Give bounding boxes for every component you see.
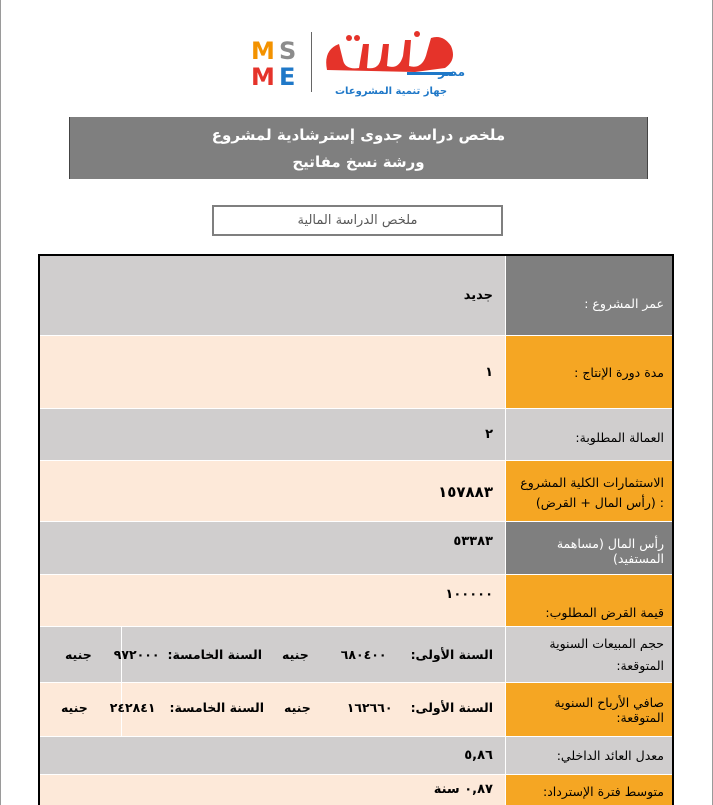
title-box	[69, 117, 648, 179]
row-project-age	[40, 256, 672, 336]
profit-year5-value: ٢٤٢٨٤١	[109, 700, 156, 715]
profit-year1-label: السنة الأولى:	[410, 700, 493, 715]
sales-year5-value: ٩٧٢٠٠٠	[113, 647, 160, 662]
row-loan	[40, 575, 672, 627]
project-age-label: عمر المشروع :	[505, 256, 672, 335]
profit-year1-currency: جنيه	[283, 700, 311, 715]
annual-sales-values	[40, 627, 505, 682]
project-name: ورشة نسخ مفاتيح	[292, 153, 425, 171]
mashareea-script-logo	[319, 30, 469, 82]
production-cycle-value: ١	[485, 364, 493, 380]
total-investment-label: الاستثمارات الكلية المشروع : (رأس المال + القرض)	[505, 461, 672, 521]
net-profit-values	[40, 683, 505, 736]
row-net-profit	[40, 683, 672, 737]
labor-label: العمالة المطلوبة:	[505, 409, 672, 460]
logo-letter-e: E	[279, 63, 296, 91]
msme-logo	[249, 30, 469, 100]
row-labor	[40, 409, 672, 461]
irr-label: معدل العائد الداخلي:	[505, 737, 672, 774]
annual-sales-label: حجم المبيعات السنوية المتوقعة:	[505, 627, 672, 682]
page-border-left	[0, 0, 1, 805]
logo-letter-m2: M	[251, 63, 275, 91]
document-title: ملخص دراسة جدوى إسترشادية لمشروع	[211, 126, 506, 144]
profit-year1-value: ١٦٢٦٦٠	[346, 700, 393, 715]
row-production-cycle	[40, 336, 672, 409]
row-annual-sales	[40, 627, 672, 683]
annual-sales-line	[40, 627, 493, 682]
sales-year5-currency: جنيه	[64, 647, 92, 662]
row-payback	[40, 775, 672, 805]
total-investment-value: ١٥٧٨٨٣	[438, 483, 493, 501]
svg-text:مصر: مصر	[438, 65, 465, 79]
project-age-value: جديد	[463, 288, 493, 303]
sales-year1-value: ٦٨٠٤٠٠	[340, 647, 387, 662]
section-title: ملخص الدراسة المالية	[297, 213, 418, 228]
labor-value: ٢	[485, 427, 493, 442]
section-title-box	[212, 205, 503, 236]
logo-subtitle: جهاز تنمية المشروعات	[334, 86, 448, 97]
msme-letters	[249, 38, 309, 92]
net-profit-label: صافي الأرباح السنوية المتوقعة:	[505, 683, 672, 736]
loan-label: قيمة القرض المطلوب:	[505, 575, 672, 626]
row-capital	[40, 522, 672, 575]
row-total-investment	[40, 461, 672, 522]
payback-label: متوسط فترة الإسترداد:	[505, 775, 672, 805]
loan-value: ١٠٠٠٠٠	[445, 587, 493, 602]
capital-label: رأس المال (مساهمة المستفيد)	[505, 522, 672, 574]
financial-summary-table	[38, 254, 674, 805]
sales-year1-label: السنة الأولى:	[410, 647, 493, 662]
row-irr	[40, 737, 672, 775]
net-profit-line	[40, 683, 493, 736]
capital-value: ٥٣٣٨٣	[453, 534, 493, 549]
profit-year5-label: السنة الخامسة:	[169, 700, 264, 715]
production-cycle-label: مدة دورة الإنتاج :	[505, 336, 672, 408]
irr-value: ٥,٨٦	[464, 748, 493, 763]
logo-letter-s: S	[279, 37, 297, 65]
logo-letter-m1: M	[251, 37, 275, 65]
profit-year5-currency: جنيه	[60, 700, 88, 715]
sales-year1-currency: جنيه	[281, 647, 309, 662]
sales-year5-label: السنة الخامسة:	[167, 647, 262, 662]
logo-divider	[311, 32, 312, 92]
payback-value: ٠,٨٧ سنة	[433, 782, 493, 797]
